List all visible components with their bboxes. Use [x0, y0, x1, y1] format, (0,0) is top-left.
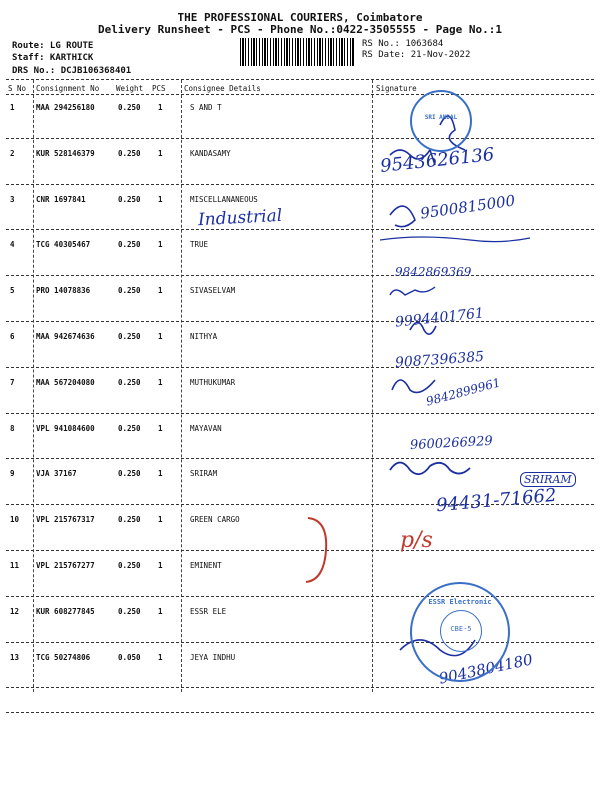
row-pcs: 1: [158, 286, 163, 296]
row-sno: 8: [10, 423, 15, 433]
row-consignment-no: KUR 528146379: [36, 148, 95, 158]
handwritten-phone-9: 94431-71662: [435, 484, 558, 517]
header-top-rule: [6, 79, 594, 80]
row-pcs: 1: [158, 469, 163, 479]
row-weight: 0.250: [118, 377, 141, 387]
row-consignee: MAYAVAN: [190, 423, 222, 433]
drs-number: DRS No.: DCJB106368401: [12, 66, 132, 76]
red-bracket-mark: [300, 514, 340, 586]
row-weight: 0.250: [118, 194, 141, 204]
document-title: THE PROFESSIONAL COURIERS, Coimbatore: [177, 11, 423, 24]
row-consignment-no: TCG 50274806: [36, 652, 91, 662]
row-consignee: S AND T: [190, 103, 222, 112]
row-pcs: 1: [158, 332, 163, 341]
row-pcs: 1: [158, 652, 163, 662]
row-consignment-no: MAA 942674636: [36, 332, 95, 341]
row-pcs: 1: [158, 515, 163, 525]
col-pcs: PCS: [152, 84, 166, 93]
col-signature: Signature: [376, 84, 417, 93]
company-stamp-inner-ring: [440, 610, 482, 652]
row-consignee: JEYA INDHU: [190, 652, 236, 662]
row-consignment-no: CNR 1697841: [36, 194, 86, 204]
row-consignee: MISCELLANANEOUS: [190, 194, 258, 204]
row-consignee: GREEN CARGO: [190, 515, 240, 525]
row-consignee: KANDASAMY: [190, 148, 231, 158]
col-consignment: Consignment No: [36, 84, 100, 93]
handwritten-phone-3: 9500815000: [419, 191, 517, 223]
handwritten-phone-7: 9842899961: [424, 375, 502, 409]
row-weight: 0.250: [118, 469, 141, 479]
row-consignment-no: TCG 40305467: [36, 240, 91, 250]
row-consignee: EMINENT: [190, 561, 222, 570]
row-consignment-no: KUR 608277845: [36, 606, 95, 616]
courier-stamp: [410, 90, 472, 152]
rs-date: RS Date: 21-Nov-2022: [362, 50, 471, 60]
row-sno: 6: [10, 332, 15, 341]
row-weight: 0.250: [118, 606, 141, 616]
row-weight: 0.250: [118, 103, 141, 112]
handwritten-name-9: SRIRAM: [520, 472, 576, 487]
row-pcs: 1: [158, 423, 163, 433]
row-sno: 4: [10, 240, 15, 250]
row-pcs: 1: [158, 103, 163, 112]
row-consignee: ESSR ELE: [190, 606, 227, 616]
row-consignee: TRUE: [190, 240, 209, 250]
barcode: [240, 38, 355, 66]
handwritten-ps: p/s: [400, 528, 433, 553]
row-consignee: SRIRAM: [190, 469, 218, 479]
rs-number: RS No.: 1063684: [362, 39, 444, 49]
row-consignment-no: PRO 14078836: [36, 286, 91, 296]
row-sno: 2: [10, 148, 15, 158]
handwritten-phone-6: 9087396385: [394, 348, 485, 372]
handwritten-note-3: Industrial: [197, 205, 283, 231]
row-consignment-no: VPL 215767317: [36, 515, 95, 525]
row-sno: 12: [10, 606, 20, 616]
handwritten-phone-5: 9994401761: [394, 305, 485, 331]
row-weight: 0.250: [118, 286, 141, 296]
row-sno: 3: [10, 194, 15, 204]
row-weight: 0.250: [118, 240, 141, 250]
row-consignment-no: MAA 567204080: [36, 377, 95, 387]
row-sno: 1: [10, 103, 15, 112]
row-consignment-no: MAA 294256180: [36, 103, 95, 112]
company-stamp: [410, 582, 510, 682]
row-pcs: 1: [158, 148, 163, 158]
row-consignee: NITHYA: [190, 332, 218, 341]
row-pcs: 1: [158, 194, 163, 204]
row-consignment-no: VPL 941084600: [36, 423, 95, 433]
row-weight: 0.250: [118, 148, 141, 158]
row-weight: 0.250: [118, 423, 141, 433]
handwritten-phone-13: 9043804180: [437, 650, 535, 688]
company-stamp-inner: CBE-5: [450, 625, 472, 633]
document-subtitle: Delivery Runsheet - PCS - Phone No.:0422-3505555 - Page No.:1: [98, 23, 502, 36]
row-consignment-no: VJA 37167: [36, 469, 77, 479]
row-sno: 5: [10, 286, 15, 296]
row-weight: 0.050: [118, 652, 141, 662]
row-sno: 7: [10, 377, 15, 387]
row-weight: 0.250: [118, 561, 141, 570]
col-consignee: Consignee Details: [184, 84, 261, 93]
company-stamp-outer: ESSR Electronic: [428, 598, 492, 606]
handwritten-phone-2: 9543626136: [379, 144, 496, 177]
row-weight: 0.250: [118, 332, 141, 341]
row-pcs: 1: [158, 377, 163, 387]
courier-stamp-text: SRI ANDAL: [424, 114, 458, 121]
handwritten-phone-8: 9600266929: [409, 433, 494, 454]
row-pcs: 1: [158, 240, 163, 250]
row-sno: 13: [10, 652, 20, 662]
row-pcs: 1: [158, 606, 163, 616]
row-pcs: 1: [158, 561, 163, 570]
row-sno: 11: [10, 561, 20, 570]
row-consignment-no: VPL 215767277: [36, 561, 95, 570]
row-sno: 9: [10, 469, 15, 479]
route-label: Route: LG ROUTE: [12, 41, 94, 51]
col-weight: Weight: [116, 84, 144, 93]
row-consignee: SIVASELVAM: [190, 286, 236, 296]
row-weight: 0.250: [118, 515, 141, 525]
footer-rule: [6, 712, 594, 713]
row-sno: 10: [10, 515, 20, 525]
handwritten-phone-4: 9842869369: [395, 265, 472, 279]
col-sno: S No: [8, 84, 27, 93]
row-consignee: MUTHUKUMAR: [190, 377, 236, 387]
staff-label: Staff: KARTHICK: [12, 53, 94, 63]
